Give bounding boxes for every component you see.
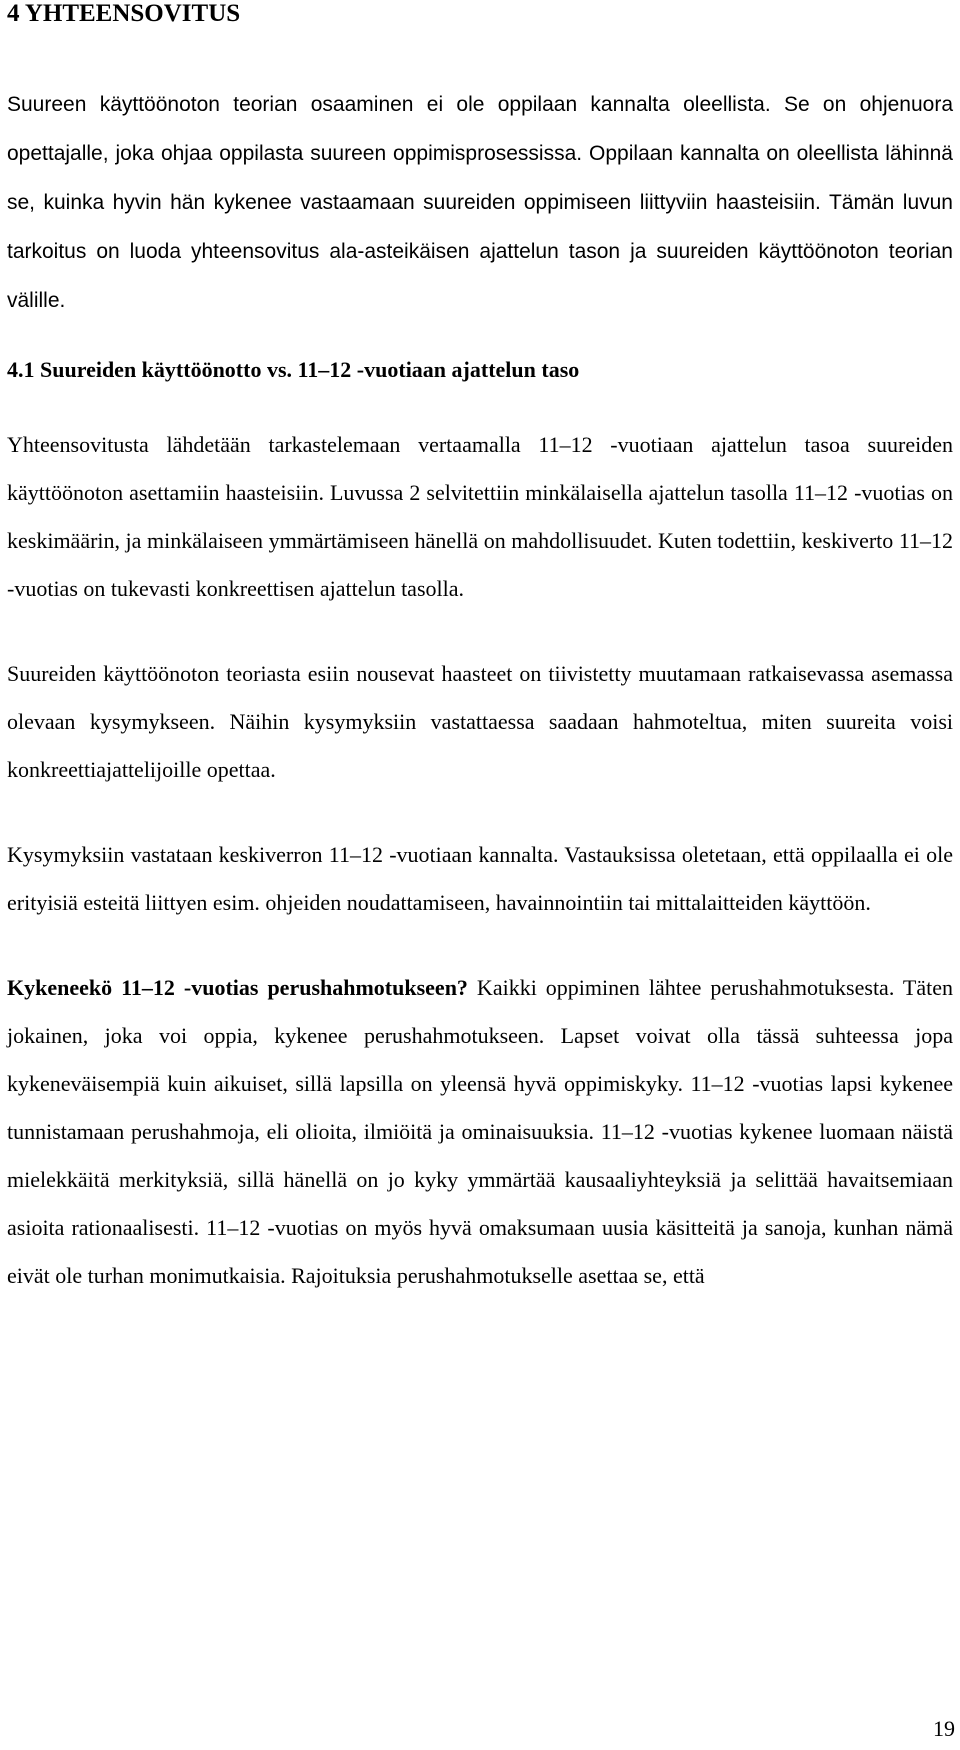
paragraph-comparison: Yhteensovitusta lähdetään tarkastelemaan vertaamalla 11–12 -vuotiaan ajattelun tasoa suureiden käyttöönoton asettamiin haasteisiin. Luvussa 2 selvitettiin minkälaisella ajattelun tasolla 11–12 -vuotias on keskimäärin, ja minkälaiseen ymmärtämiseen hänellä on mahdollisuudet. Kuten todettiin, keskiverto 11–12 -vuotias on tukevasti konkreettisen ajattelun tasolla.	[7, 432, 953, 601]
intro-text-part-1: Suureen käyttöönoton teorian osaaminen ei ole oppilaan kannalta oleellista. Se on ohjenuora opettajalle, joka ohjaa oppilasta suureen oppimisprosessissa.	[7, 93, 953, 165]
document-page	[7, 0, 953, 1300]
chapter-heading: 4 YHTEENSOVITUS	[7, 0, 241, 27]
paragraph-answers: Kysymyksiin vastataan keskiverron 11–12 -vuotiaan kannalta. Vastauksissa oletetaan, että oppilaalla ei ole erityisiä esteitä liittyen esim. ohjeiden noudattamiseen, havainnointiin tai mittalaitteiden käyttöön.	[7, 842, 953, 915]
spacer	[7, 384, 953, 421]
spacer	[7, 28, 953, 80]
spacer	[7, 927, 953, 964]
page-number: 19	[933, 1716, 955, 1741]
spacer	[7, 794, 953, 831]
paragraph-basic-perception	[7, 964, 953, 1300]
spacer	[7, 613, 953, 650]
intro-text-part-2: Oppilaan kannalta on oleellista lähinnä se, kuinka hyvin hän kykenee vastaamaan suureiden oppimiseen liittyviin haasteisiin. Tämän luvun tarkoitus on luoda yhteensovitus ala-asteikäisen ajattelun tason ja suureiden käyttöönoton teorian välille.	[7, 142, 953, 312]
spacer	[7, 325, 953, 356]
section-heading: 4.1 Suureiden käyttöönotto vs. 11–12 -vuotiaan ajattelun taso	[7, 357, 580, 382]
paragraph-challenges: Suureiden käyttöönoton teoriasta esiin nousevat haasteet on tiivistetty muutamaan ratkaisevassa asemassa olevaan kysymykseen. Näihin kysymyksiin vastattaessa saadaan hahmoteltua, miten suureita voisi konkreettiajattelijoille opettaa.	[7, 661, 953, 782]
question-answer: Kaikki oppiminen lähtee perushahmotuksesta. Täten jokainen, joka voi oppia, kykenee perushahmotukseen. Lapset voivat olla tässä suhteessa jopa kykeneväisempiä kuin aikuiset, sillä lapsilla on yleensä hyvä oppimiskyky. 11–12 -vuotias lapsi kykenee tunnistamaan perushahmoja, eli olioita, ilmiöitä ja ominaisuuksia. 11–12 -vuotias kykenee luomaan näistä mielekkäitä merkityksiä, sillä hänellä on jo kyky ymmärtää kausaaliyhteyksiä ja selittää havaitsemiaan asioita rationaalisesti. 11–12 -vuotias on myös hyvä omaksumaan uusia käsitteitä ja sanoja, kunhan nämä eivät ole turhan monimutkaisia. Rajoituksia perushahmotukselle asettaa se, että	[7, 975, 953, 1288]
intro-paragraph	[7, 80, 953, 325]
question-lead: Kykeneekö 11–12 -vuotias perushahmotukseen?	[7, 975, 468, 1000]
